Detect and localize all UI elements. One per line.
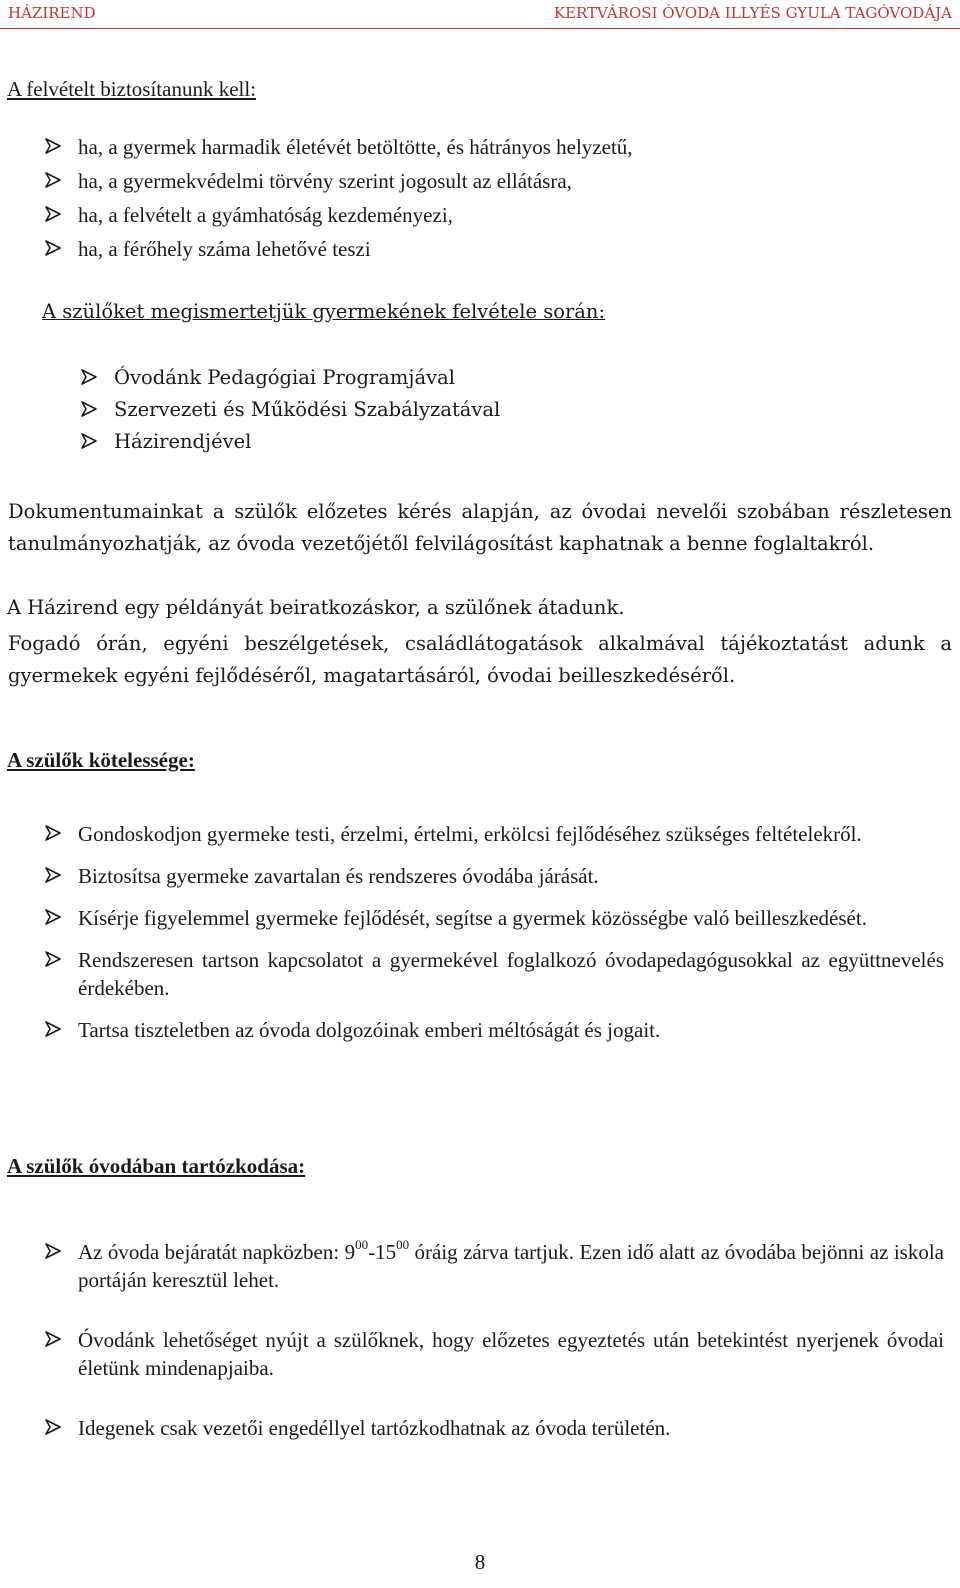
header-right-title: KERTVÁROSI ÓVODA ILLYÉS GYULA TAGÓVODÁJA [553,4,952,22]
list-item [44,862,944,890]
list-item [44,1414,944,1442]
page-header [0,0,960,26]
arrow-bullet-icon [44,1418,64,1438]
arrow-bullet-icon [44,1020,64,1040]
parents-informed-section [0,298,960,460]
presence-list [0,1238,960,1442]
list-item [44,201,960,235]
handover-paragraph: A Házirend egy példányát beiratkozáskor, a szülőnek átadunk. [7,596,625,619]
arrow-bullet-icon [80,400,100,420]
arrow-bullet-icon [44,908,64,928]
arrow-bullet-icon [80,368,100,388]
list-item [44,904,944,932]
list-item [44,1326,944,1382]
list-item-text: Óvodánk lehetőséget nyújt a szülőknek, hogy előzetes egyeztetés után betekintést nyerjenek óvodai életünk mindenapjaiba. [78,1328,944,1380]
list-item [44,235,960,269]
list-item [44,1016,944,1044]
page-number: 8 [474,1550,486,1574]
documents-paragraph-block [0,496,960,560]
list-item [44,1238,944,1294]
list-item [44,167,960,201]
superscript: 00 [396,1237,410,1252]
list-item-text: ha, a férőhely száma lehetővé teszi [78,237,371,261]
superscript: 00 [355,1237,369,1252]
parents-informed-title: A szülőket megismertetjük gyermekének felvétele során: [42,300,606,323]
list-item [80,396,960,428]
list-item [44,133,960,167]
arrow-bullet-icon [44,239,64,259]
list-item-text: Gondoskodjon gyermeke testi, érzelmi, értelmi, erkölcsi fejlődéséhez szükséges feltételekről. [78,822,862,846]
list-item [80,364,960,396]
header-rule [0,28,960,29]
list-item-text: Óvodánk Pedagógiai Programjával [114,366,455,389]
list-item [44,820,944,848]
list-item-text: Házirendjével [114,430,252,453]
documents-list [0,364,960,460]
list-item-text: Tartsa tiszteletben az óvoda dolgozóinak emberi méltóságát és jogait. [78,1018,661,1042]
text-segment: -15 [368,1240,397,1264]
list-item-text: Idegenek csak vezetői engedéllyel tartózkodhatnak az óvoda területén. [78,1416,671,1440]
arrow-bullet-icon [44,824,64,844]
admission-section [0,75,960,269]
duties-list [0,820,960,1044]
list-item-text: ha, a gyermekvédelmi törvény szerint jogosult az ellátásra, [78,169,572,193]
list-item [80,428,960,460]
arrow-bullet-icon [44,866,64,886]
arrow-bullet-icon [44,1242,64,1262]
arrow-bullet-icon [44,205,64,225]
list-item-text: Szervezeti és Működési Szabályzatával [114,398,501,421]
handover-paragraph-block [0,594,960,622]
arrow-bullet-icon [44,1330,64,1350]
parents-duties-title: A szülők kötelessége: [7,748,195,772]
list-item-text: Kísérje figyelemmel gyermeke fejlődését, segítse a gyermek közösségbe való beilleszkedését. [78,906,867,930]
consultation-paragraph-block [0,628,960,692]
arrow-bullet-icon [44,137,64,157]
header-left-title: HÁZIREND [8,4,96,22]
text-segment: óráig zárva tartjuk. Ezen idő alatt az óvodába bejönni az iskola portáján keresztül lehet. [78,1240,944,1292]
arrow-bullet-icon [80,432,100,452]
list-item-text: Rendszeresen tartson kapcsolatot a gyermekével foglalkozó óvodapedagógusokkal az együttnevelés érdekében. [78,948,944,1000]
consultation-paragraph: Fogadó órán, egyéni beszélgetések, családlátogatások alkalmával tájékoztatást adunk a gyermekek egyéni fejlődéséről, magatartásáról, óvodai beilleszkedéséről. [8,632,952,687]
documents-paragraph: Dokumentumainkat a szülők előzetes kérés alapján, az óvodai nevelői szobában részletesen tanulmányozhatják, az óvoda vezetőjétől felvilágosítást kaphatnak a benne foglaltakról. [8,500,952,555]
parents-presence-section [0,1152,960,1180]
list-item-text: ha, a gyermek harmadik életévét betöltötte, és hátrányos helyzetű, [78,135,633,159]
text-segment: Az óvoda bejáratát napközben: 9 [78,1240,356,1264]
list-item-text: Biztosítsa gyermeke zavartalan és rendszeres óvodába járását. [78,864,599,888]
arrow-bullet-icon [44,950,64,970]
list-item-text: ha, a felvételt a gyámhatóság kezdeményezi, [78,203,453,227]
arrow-bullet-icon [44,171,64,191]
parents-duties-section [0,746,960,774]
admission-title: A felvételt biztosítanunk kell: [7,77,257,101]
list-item [44,946,944,1002]
admission-list [0,133,960,269]
parents-presence-title: A szülők óvodában tartózkodása: [7,1154,306,1178]
list-item-text [78,1237,944,1292]
